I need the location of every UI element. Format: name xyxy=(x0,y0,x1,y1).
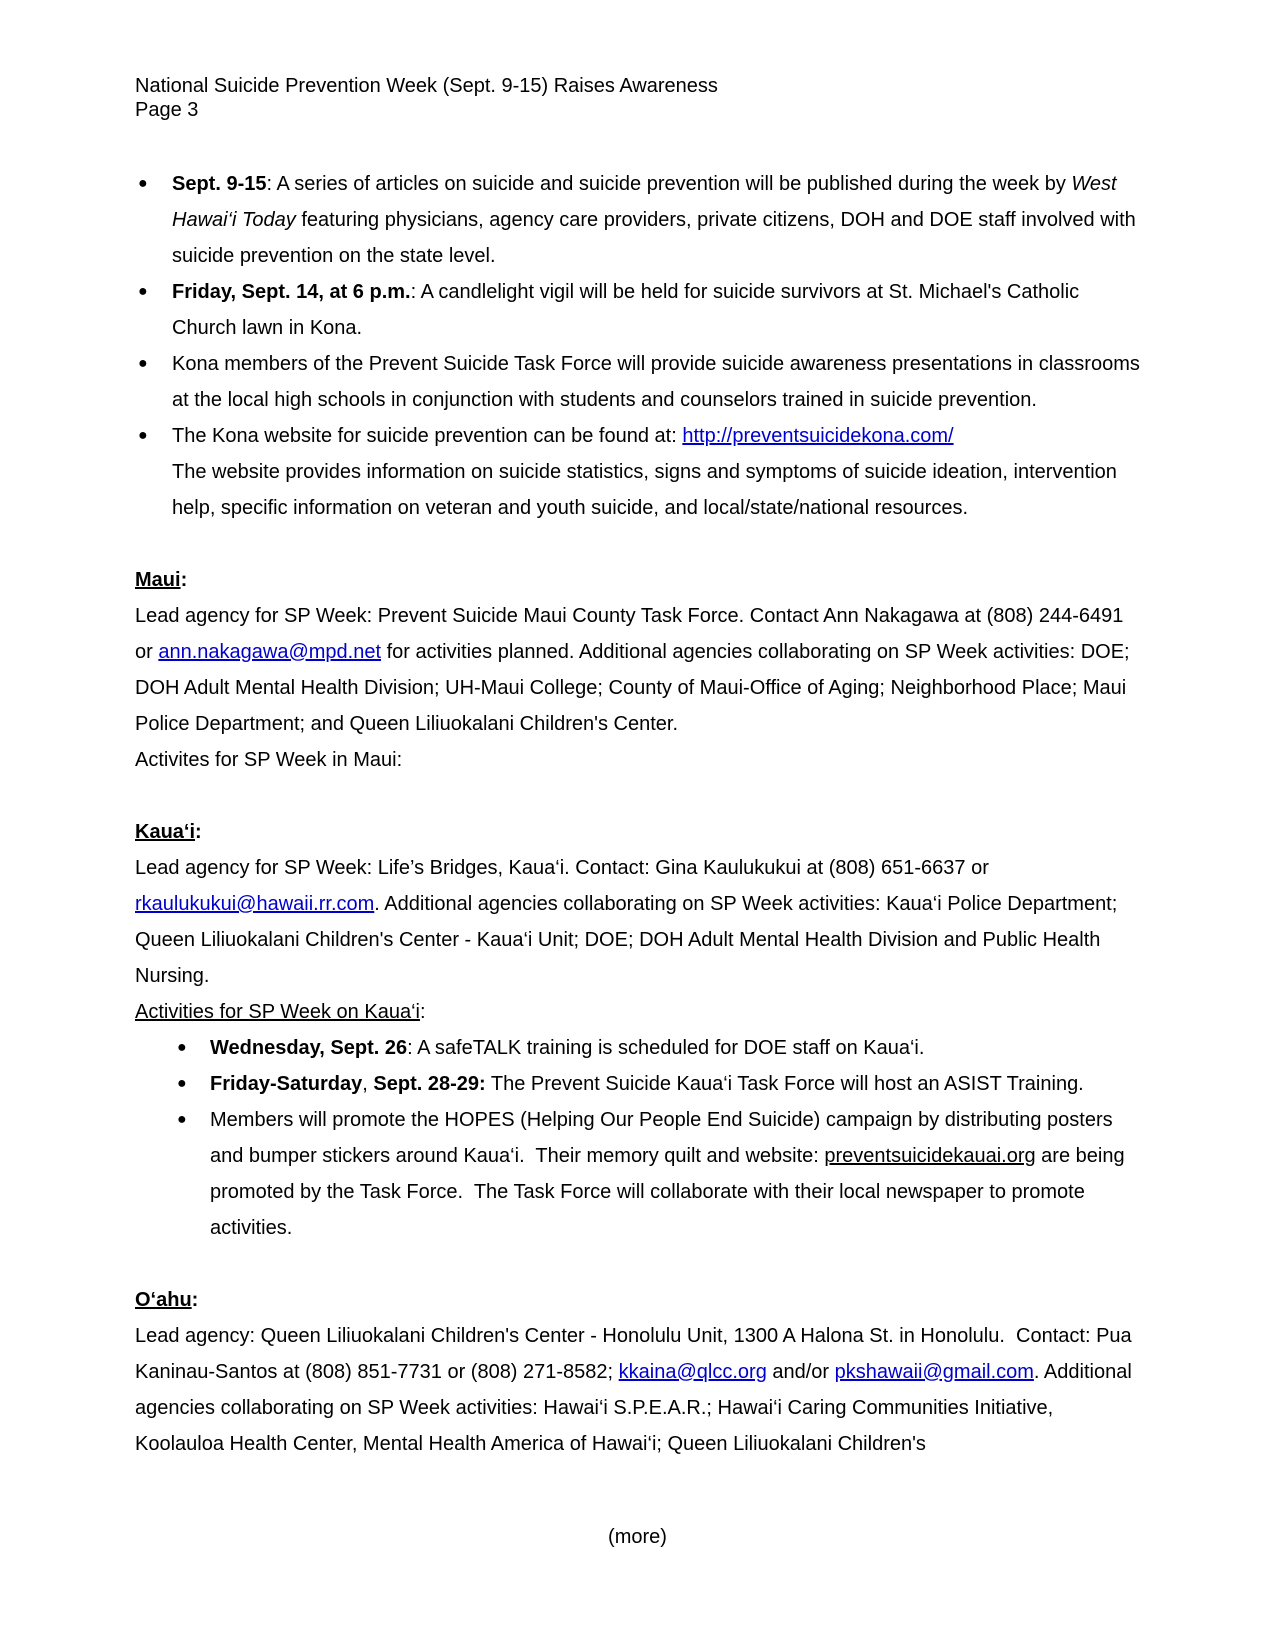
paragraph-text: Lead agency for SP Week: Life’s Bridges, Kaua‘i. Contact: Gina Kaulukukui at (808) 651-6637 or xyxy=(135,857,989,879)
bullet-text: are being promoted by the Task Force. The Task Force will collaborate with their local newspaper to promote activities. xyxy=(210,1145,1125,1239)
kona-website-link[interactable]: http://preventsuicidekona.com/ xyxy=(682,425,954,447)
header-title: National Suicide Prevention Week (Sept. 9-15) Raises Awareness xyxy=(135,75,718,97)
header-page-number: Page 3 xyxy=(135,99,199,121)
heading-colon: : xyxy=(191,1289,199,1311)
bullet-icon: ● xyxy=(138,355,148,372)
oahu-email-link-1[interactable]: kkaina@qlcc.org xyxy=(618,1361,767,1383)
maui-lead-agency xyxy=(135,598,1145,742)
bullet-text: featuring physicians, agency care providers, private citizens, DOH and DOE staff involved with suicide prevention on the state level. xyxy=(172,209,1136,267)
newspaper-name: West Hawai‘i Today xyxy=(172,173,1117,231)
list-item xyxy=(135,418,1145,526)
heading-text: Maui xyxy=(135,569,181,591)
oahu-lead-agency xyxy=(135,1318,1145,1462)
section-heading-kauai xyxy=(135,814,1145,850)
oahu-email-link-2[interactable]: pkshawaii@gmail.com xyxy=(834,1361,1034,1383)
document-body xyxy=(135,166,1145,1462)
kauai-section xyxy=(135,814,1145,1246)
list-item xyxy=(135,346,1145,418)
bullet-text: The Prevent Suicide Kaua‘i Task Force will host an ASIST Training. xyxy=(485,1073,1084,1095)
heading-colon: : xyxy=(195,821,202,843)
maui-section xyxy=(135,562,1145,778)
bullet-text: Kona members of the Prevent Suicide Task Force will provide suicide awareness presentations in classrooms at the local high schools in conjunction with students and counselors trained in suicide prevention. xyxy=(172,353,1140,411)
kauai-lead-agency xyxy=(135,850,1145,994)
bullet-date: Sept. 9-15 xyxy=(172,173,267,195)
bullet-text: Members will promote the HOPES (Helping Our People End Suicide) campaign by distributing posters and bumper stickers around Kaua‘i. Their memory quilt and website: xyxy=(210,1109,1113,1167)
spacer xyxy=(135,778,1145,814)
list-item xyxy=(135,1066,1145,1102)
bullet-icon: ● xyxy=(177,1111,187,1128)
paragraph-text: Lead agency for SP Week: Prevent Suicide Maui County Task Force. Contact Ann Nakagawa at (808) 244-6491 or xyxy=(135,605,1124,663)
kauai-activities-list xyxy=(135,1030,1145,1246)
spacer xyxy=(135,1246,1145,1282)
bullet-text: : A candlelight vigil will be held for suicide survivors at St. Michael's Catholic Church lawn in Kona. xyxy=(172,281,1080,339)
list-item xyxy=(135,166,1145,274)
paragraph-text: . Additional agencies collaborating on SP Week activities: Hawai‘i S.P.E.A.R.; Hawai‘i Caring Communities Initiative, Koolauloa Health Center, Mental Health America of Hawai‘i; Queen Liliuokalani Children's xyxy=(135,1361,1132,1455)
bullet-date: Sept. 28-29: xyxy=(373,1073,486,1095)
kauai-email-link[interactable]: rkaulukukui@hawaii.rr.com xyxy=(135,893,375,915)
list-item xyxy=(135,274,1145,346)
paragraph-text: . Additional agencies collaborating on SP Week activities: Kaua‘i Police Department; Queen Liliuokalani Children's Center - Kaua‘i Unit; DOE; DOH Adult Mental Health Division and Public Health Nursing. xyxy=(135,893,1118,987)
paragraph-text: and/or xyxy=(766,1361,835,1383)
bullet-date: Friday-Saturday xyxy=(210,1073,363,1095)
list-item xyxy=(135,1102,1145,1246)
heading-text: Kaua‘i xyxy=(135,821,196,843)
bullet-icon: ● xyxy=(138,175,148,192)
maui-activities-label: Activites for SP Week in Maui: xyxy=(135,749,403,771)
spacer xyxy=(135,526,1145,562)
activities-label-text: Activities for SP Week on Kaua‘i xyxy=(135,1001,420,1023)
bullet-text: : A safeTALK training is scheduled for DOE staff on Kaua‘i. xyxy=(407,1037,925,1059)
paragraph-text: for activities planned. Additional agencies collaborating on SP Week activities: DOE; DOH Adult Mental Health Division; UH-Maui College; County of Maui-Office of Aging; Neighborhood Place; Maui Police Department; and Queen Liliuokalani Children's Center. xyxy=(135,641,1130,735)
continued-marker: (more) xyxy=(608,1526,667,1548)
section-heading-oahu xyxy=(135,1282,1145,1318)
section-heading-maui xyxy=(135,562,1145,598)
kauai-activities-label xyxy=(135,994,1145,1030)
bullet-icon: ● xyxy=(177,1039,187,1056)
bullet-icon: ● xyxy=(177,1075,187,1092)
bullet-icon: ● xyxy=(138,283,148,300)
bullet-icon: ● xyxy=(138,427,148,444)
bullet-text: The Kona website for suicide prevention can be found at: xyxy=(172,425,683,447)
list-item xyxy=(135,1030,1145,1066)
heading-text: O‘ahu xyxy=(135,1289,192,1311)
bullet-text: , xyxy=(362,1073,374,1095)
kona-activities-list xyxy=(135,166,1145,526)
paragraph-text: Lead agency: Queen Liliuokalani Children's Center - Honolulu Unit, 1300 A Halona St. in Honolulu. Contact: Pua Kaninau-Santos at (808) 851-7731 or (808) 271-8582; xyxy=(135,1325,1132,1383)
kauai-website-link[interactable]: preventsuicidekauai.org xyxy=(824,1145,1036,1167)
running-header xyxy=(135,74,718,122)
bullet-date: Friday, Sept. 14, at 6 p.m. xyxy=(172,281,411,303)
heading-colon: : xyxy=(180,569,188,591)
bullet-text: : A series of articles on suicide and suicide prevention will be published during the week by xyxy=(266,173,1072,195)
bullet-text: The website provides information on suicide statistics, signs and symptoms of suicide ideation, intervention help, specific information on veteran and youth suicide, and local/state/national resources. xyxy=(172,461,1117,519)
activities-label-colon: : xyxy=(419,1001,426,1023)
maui-email-link[interactable]: ann.nakagawa@mpd.net xyxy=(158,641,382,663)
oahu-section xyxy=(135,1282,1145,1462)
bullet-date: Wednesday, Sept. 26 xyxy=(210,1037,408,1059)
